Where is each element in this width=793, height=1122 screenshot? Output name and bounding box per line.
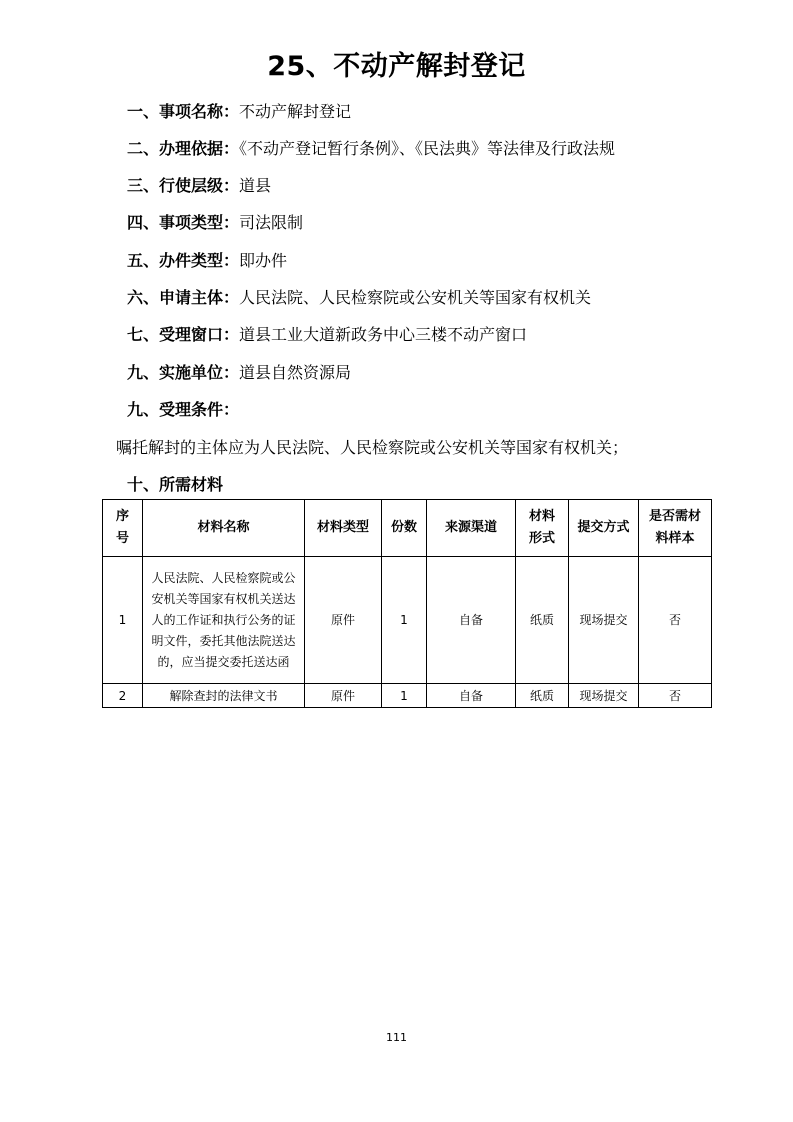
cell-sample: 否 [639,557,712,684]
header-sample-line: 是否需材 [648,509,701,524]
header-type: 材料类型 [305,500,382,557]
item-applicant [127,287,591,309]
header-source: 来源渠道 [427,500,516,557]
header-copies: 份数 [382,500,427,557]
item-value: 司法限制 [239,213,304,232]
cell-name [143,557,305,684]
header-sample-line: 料样本 [655,531,695,546]
item-label: 三、行使层级： [127,176,240,195]
table-header-row [103,500,712,557]
cell-source: 自备 [427,557,516,684]
cell-copies: 1 [382,557,427,684]
item-label: 五、办件类型： [127,251,240,270]
item-level [127,175,271,197]
header-seq [103,500,143,557]
materials-table [102,499,712,708]
item-label: 六、申请主体： [127,288,240,307]
item-label: 九、受理条件： [127,400,240,419]
item-value: 道县工业大道新政务中心三楼不动产窗口 [239,325,528,344]
materials-heading [127,474,223,496]
cell-form: 纸质 [516,557,569,684]
cell-submit: 现场提交 [569,684,639,708]
header-form-line: 形式 [528,531,555,546]
item-value: 《不动产登记暂行条例》、《民法典》等法律及行政法规 [239,139,616,158]
cell-seq: 2 [103,684,143,708]
header-form [516,500,569,557]
item-matter-name [127,101,351,123]
header-sample [639,500,712,557]
item-matter-type [127,212,303,234]
cell-name-line: 明文件，委托其他法院送达 [151,633,296,648]
cell-name-line: 人民法院、人民检察院或公 [151,570,296,585]
item-value: 不动产解封登记 [239,102,352,121]
item-label: 四、事项类型： [127,213,240,232]
cell-type: 原件 [305,684,382,708]
item-window [127,324,527,346]
cell-sample: 否 [639,684,712,708]
header-seq-line: 号 [115,531,129,546]
cell-seq: 1 [103,557,143,684]
cell-submit: 现场提交 [569,557,639,684]
cell-name-line: 安机关等国家有权机关送达 [151,591,296,606]
item-conditions [127,399,239,421]
table-row [103,557,712,684]
page-title: 25、不动产解封登记 [267,51,526,82]
item-label: 九、实施单位： [127,363,240,382]
item-agency [127,362,351,384]
item-legal-basis [127,138,615,160]
header-form-line: 材料 [528,509,555,524]
cell-source: 自备 [427,684,516,708]
cell-type: 原件 [305,557,382,684]
item-value: 人民法院、人民检察院或公安机关等国家有权机关 [239,288,592,307]
header-name: 材料名称 [143,500,305,557]
table-row [103,684,712,708]
cell-name-line: 人的工作证和执行公务的证 [151,612,296,627]
item-label: 十、所需材料 [127,475,224,494]
header-seq-line: 序 [115,509,129,524]
cell-form: 纸质 [516,684,569,708]
item-case-type [127,250,287,272]
header-submit: 提交方式 [569,500,639,557]
cell-name: 解除查封的法律文书 [143,684,305,708]
cell-copies: 1 [382,684,427,708]
item-label: 七、受理窗口： [127,325,240,344]
page-number: 111 [386,1031,407,1044]
cell-name-line: 的，应当提交委托送达函 [157,654,290,669]
item-label: 一、事项名称： [127,102,240,121]
item-value: 道县 [239,176,272,195]
item-value: 即办件 [239,251,288,270]
condition-text: 嘱托解封的主体应为人民法院、人民检察院或公安机关等国家有权机关； [116,438,629,457]
item-label: 二、办理依据： [127,139,240,158]
item-value: 道县自然资源局 [239,363,352,382]
